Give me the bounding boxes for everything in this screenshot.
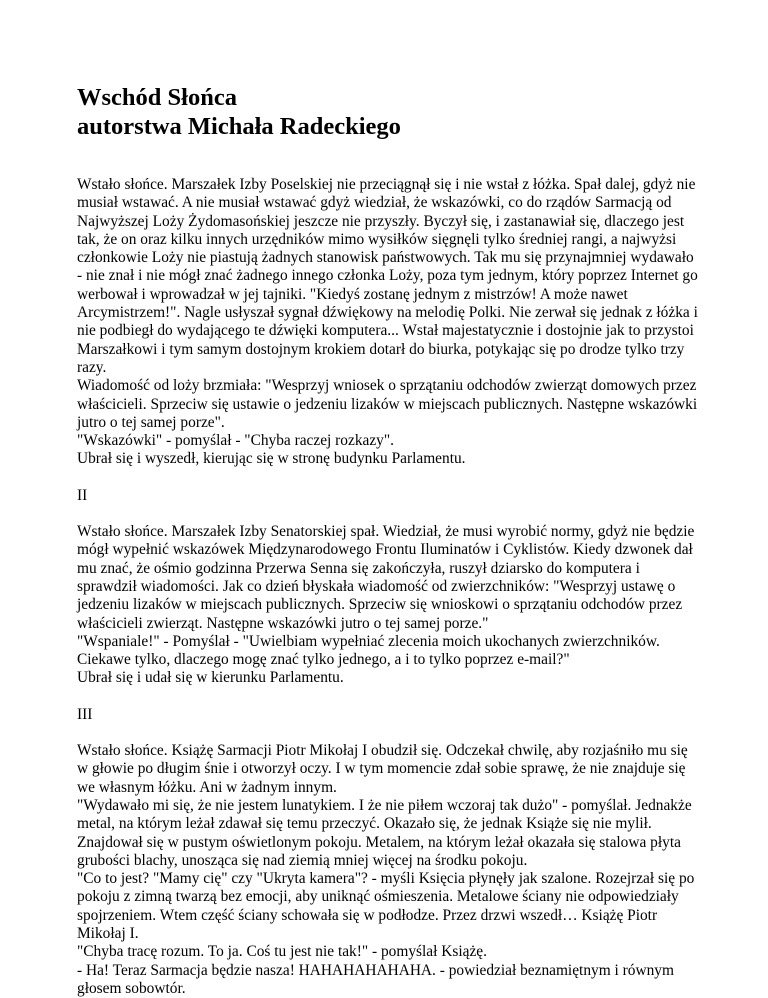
section-3: [77, 742, 699, 998]
paragraph: - Ha! Teraz Sarmacja będzie nasza! HAHAHAHAHAHA. - powiedział beznamiętnym i równym głosem sobowtór.: [77, 961, 674, 997]
paragraph: Ubrał się i udał się w kierunku Parlamentu.: [77, 669, 344, 687]
title-line-2: autorstwa Michała Radeckiego: [77, 113, 401, 140]
paragraph: Wstało słońce. Marszałek Izby Senatorskiej spał. Wiedział, że musi wyrobić normy, gdyż nie będzie mógł wypełnić wskazówek Międzynarodowego Frontu Iluminatów i Cyklistów. Kiedy dzwonek dał mu znać, że ośmio godzinna Przerwa Senna się zakończyła, ruszył dziarsko do komputera i sprawdził wiadomości. Jak co dzień błyskała wiadomość od zwierzchników: "Wesprzyj ustawę o jedzeniu lizaków w miejscach publicznych. Sprzeciw się wnioskowi o sprzątaniu odchodów przez właścicieli zwierząt. Następne wskazówki jutro o tej samej porze.": [77, 523, 695, 632]
paragraph: "Wskazówki" - pomyślał - "Chyba raczej rozkazy".: [77, 432, 395, 450]
paragraph: Wstało słońce. Marszałek Izby Poselskiej nie przeciągnął się i nie wstał z łóżka. Spał dalej, gdyż nie musiał wstawać. A nie musiał wstawać gdyż wiedział, że wskazówki, co do rządów Sarmacją od Najwyższej Loży Żydomasońskiej jeszcze nie przyszły. Byczył się, i zastanawiał się, dlaczego jest tak, że on oraz kilku innych urzędników mimo wysiłków sięgnęli tylko średniej rangi, a najwyżsi członkowie Loży nie piastują żadnych stanowisk państwowych. Tak mu się przynajmniej wydawało - nie znał i nie mógł znać żadnego innego członka Loży, poza tym jednym, który poprzez Internet go werbował i wprowadzał w jej tajniki. "Kiedyś zostanę jednym z mistrzów! A może nawet Arcymistrzem!". Nagle usłyszał sygnał dźwiękowy na melodię Polki. Nie zerwał się jednak z łóżka i nie podbiegł do wydającego te dźwięki komputera... Wstał majestatycznie i dostojnie jak to przystoi Marszałkowi i tym samym dostojnym krokiem dotarł do biurka, potykając się po drodze tylko trzy razy.: [77, 176, 698, 376]
paragraph: Wstało słońce. Książę Sarmacji Piotr Mikołaj I obudził się. Odczekał chwilę, aby rozjaśniło mu się w głowie po długim śnie i otworzył oczy. I w tym momencie zdał sobie sprawę, że nie znajduje się we własnym łóżku. Ani w żadnym innym.: [77, 742, 688, 796]
title-line-1: Wschód Słońca: [77, 84, 237, 111]
section-1: [77, 176, 699, 469]
paragraph: "Wydawało mi się, że nie jestem lunatykiem. I że nie piłem wczoraj tak dużo" - pomyślał. Jednakże metal, na którym leżał zdawał się temu przeczyć. Okazało się, że jednak Książe się nie mylił. Znajdował się w pustym oświetlonym pokoju. Metalem, na którym leżał okazała się stalowa płyta grubości blachy, unosząca się nad ziemią mniej więcej na środku pokoju.: [77, 796, 692, 869]
document-title: [77, 83, 401, 141]
document-body: [77, 176, 699, 998]
paragraph: Ubrał się i wyszedł, kierując się w stronę budynku Parlamentu.: [77, 450, 466, 468]
section-heading: III: [77, 705, 93, 723]
paragraph: Wiadomość od loży brzmiała: "Wesprzyj wniosek o sprzątaniu odchodów zwierząt domowych przez właścicieli. Sprzeciw się ustawie o jedzeniu lizaków w miejscach publicznych. Następne wskazówki jutro o tej samej porze".: [77, 377, 698, 431]
section-2: [77, 523, 699, 688]
section-heading: II: [77, 486, 88, 504]
paragraph: "Chyba tracę rozum. To ja. Coś tu jest nie tak!" - pomyślał Książę.: [77, 943, 487, 961]
paragraph: "Co to jest? "Mamy cię" czy "Ukryta kamera"? - myśli Księcia płynęły jak szalone. Rozejrzał się po pokoju z zimną twarzą bez emocji, aby uniknąć ośmieszenia. Metalowe ściany nie odpowiedziały spojrzeniem. Wtem część ściany schowała się w podłodze. Przez drzwi wszedł… Książę Piotr Mikołaj I.: [77, 870, 695, 942]
paragraph: "Wspaniale!" - Pomyślał - "Uwielbiam wypełniać zlecenia moich ukochanych zwierzchników. Ciekawe tylko, dlaczego mogę znać tylko jednego, a i to tylko poprzez e-mail?": [77, 632, 660, 669]
